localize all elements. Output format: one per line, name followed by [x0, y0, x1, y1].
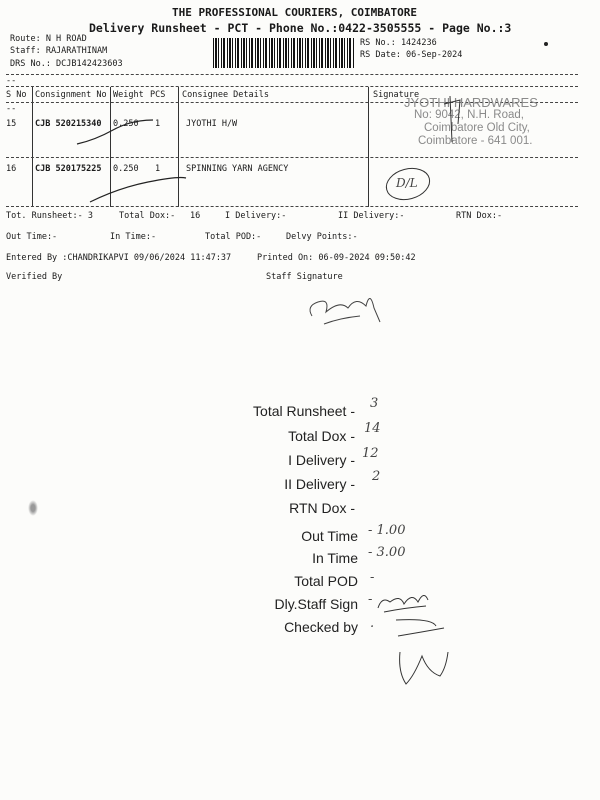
stamp-line-3: Coimbatore Old City, — [424, 122, 530, 134]
printed-on: Printed On: 06-09-2024 09:50:42 — [257, 253, 416, 263]
row15-consignee: JYOTHI H/W — [186, 119, 238, 129]
stamp-value-dly-staff-sign: - — [368, 592, 373, 607]
col-header-consignment: Consignment No — [35, 90, 107, 100]
stamp-label-total-pod: Total POD — [294, 573, 358, 589]
stamp-value-total-dox: 14 — [364, 421, 381, 436]
row15-pcs: 1 — [155, 119, 161, 129]
summary-i-delivery: I Delivery:- — [225, 211, 287, 221]
row15-signature — [440, 94, 470, 144]
stamp-value-i-delivery: 12 — [362, 446, 379, 461]
row16-tick-mark — [88, 176, 188, 206]
stamp-value-out-time: - 1.00 — [368, 523, 406, 538]
scan-speck — [28, 500, 38, 516]
stamp-label-dly-staff-sign: Dly.Staff Sign — [274, 596, 358, 612]
divider-row-16 — [6, 206, 578, 207]
row15-tick-mark — [75, 118, 165, 148]
col-header-pcs: PCS — [150, 90, 166, 100]
stamp-label-total-dox: Total Dox - — [288, 428, 355, 444]
summary-total-pod: Total POD:- — [205, 232, 262, 242]
row16-consignee: SPINNING YARN AGENCY — [186, 164, 289, 174]
row16-consignment: CJB 520175225 — [35, 164, 102, 174]
stamp-label-out-time: Out Time — [301, 528, 358, 544]
summary-rtn-dox: RTN Dox:- — [456, 211, 503, 221]
drs-number: DRS No.: DCJB142423603 — [10, 59, 123, 69]
stamp-value-in-time: - 3.00 — [368, 545, 406, 560]
summary-tot-runsheet: Tot. Runsheet:- 3 — [6, 211, 93, 221]
summary-ii-delivery: II Delivery:- — [338, 211, 405, 221]
stamp-value-total-runsheet: 3 — [370, 396, 379, 411]
stamp-label-ii-delivery: II Delivery - — [284, 476, 355, 492]
stamp-label-checked-by: Checked by — [284, 619, 358, 635]
summary-total-dox-value: 16 — [190, 211, 201, 221]
stamp-label-i-delivery: I Delivery - — [288, 452, 355, 468]
summary-in-time: In Time:- — [110, 232, 157, 242]
company-name: THE PROFESSIONAL COURIERS, COIMBATORE — [172, 6, 418, 19]
summary-delvy-points: Delvy Points:- — [286, 232, 358, 242]
stamp-value-total-pod: - — [370, 570, 375, 585]
divider-header-top — [6, 86, 578, 87]
barcode — [213, 38, 355, 68]
col-header-signature: Signature — [373, 90, 420, 100]
col-divider-1 — [32, 87, 33, 207]
row16-weight: 0.250 — [113, 164, 139, 174]
row15-weight: 0.250 — [113, 119, 139, 129]
row15-consignment: CJB 520215340 — [35, 119, 102, 129]
summary-out-time: Out Time:- — [6, 232, 58, 242]
stamp-label-total-runsheet: Total Runsheet - — [253, 403, 355, 419]
row15-sno: 15 — [6, 119, 17, 129]
rs-number: RS No.: 1424236 — [360, 38, 437, 48]
col-header-sno: S No — [6, 90, 27, 100]
divider-top — [6, 74, 578, 75]
col-header-consignee: Consignee Details — [182, 90, 269, 100]
stamp-line-4: Coimbatore - 641 001. — [418, 135, 533, 147]
col-header-weight: Weight — [113, 90, 144, 100]
staff-signature-label: Staff Signature — [266, 272, 343, 282]
dot-mark — [544, 42, 548, 46]
stamp-label-in-time: In Time — [312, 550, 358, 566]
verified-by: Verified By — [6, 272, 63, 282]
entered-by: Entered By :CHANDRIKAPVI 09/06/2024 11:47:37 — [6, 253, 232, 263]
stamp-value-checked-by: . — [370, 616, 375, 631]
staff-label: Staff: RAJARATHINAM — [10, 46, 108, 56]
company-stamp — [404, 96, 538, 148]
stamp-line-2: No: 9042, N.H. Road, — [414, 109, 524, 121]
row16-sno: 16 — [6, 164, 17, 174]
stamp-line-1: JYOTHI HARDWARES — [404, 95, 538, 110]
dly-staff-signature — [374, 588, 434, 618]
top-mark: -- — [6, 76, 17, 86]
row16-delivered-mark: D/L — [396, 176, 418, 190]
route-label: Route: N H ROAD — [10, 34, 87, 44]
divider-row-15 — [6, 157, 578, 158]
top-mark-2: -- — [6, 104, 17, 114]
runsheet-title: Delivery Runsheet - PCT - Phone No.:0422-3505555 - Page No.:3 — [89, 21, 512, 35]
summary-total-dox-label: Total Dox:- — [119, 211, 176, 221]
checked-by-signature — [392, 616, 452, 686]
col-divider-4 — [368, 87, 369, 207]
rs-date: RS Date: 06-Sep-2024 — [360, 50, 463, 60]
row16-pcs: 1 — [155, 164, 161, 174]
staff-signature — [300, 288, 400, 328]
stamp-label-rtn-dox: RTN Dox - — [289, 500, 355, 516]
stamp-value-ii-delivery: 2 — [372, 469, 381, 484]
